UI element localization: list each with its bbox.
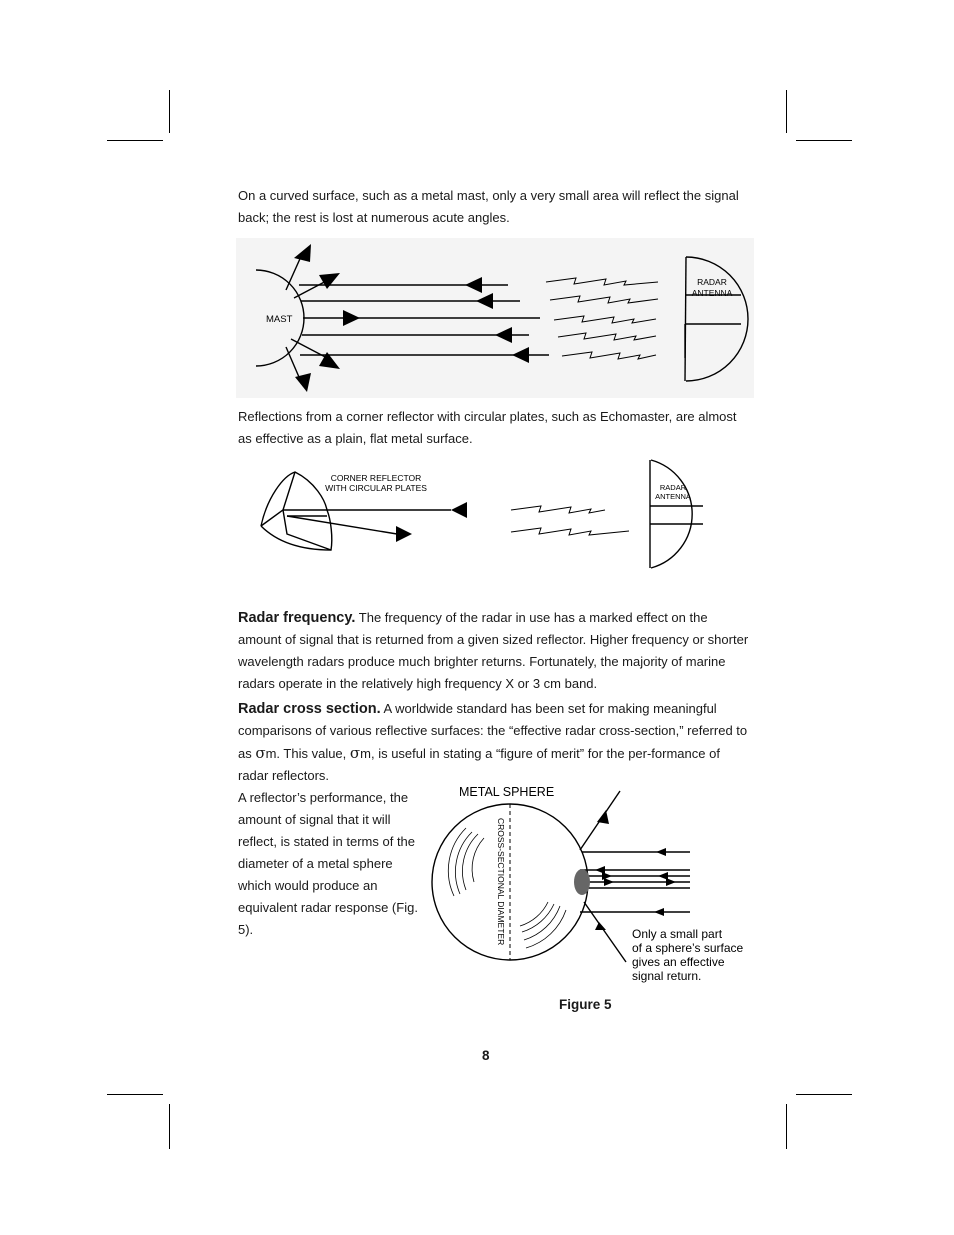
radar-cross-section-heading: Radar cross section. — [238, 701, 381, 717]
crop-mark-bottom-right-vertical — [786, 1104, 787, 1149]
metal-sphere-figure — [428, 780, 768, 990]
reflection-spot — [574, 869, 590, 895]
corner-reflector-paragraph: Reflections from a corner reflector with circular plates, such as Echomaster, are almost as effective as a plain, flat metal surface. — [238, 409, 737, 446]
radar-cross-section-body-part2: m. This value, — [265, 746, 350, 761]
crop-mark-bottom-right-horizontal — [796, 1094, 852, 1095]
crop-mark-top-right-horizontal — [796, 140, 852, 141]
radar-cross-section-body-part1: A worldwide standard has been set for making meaningful comparisons of various reflective surfaces: the “effective radar cross-section,” referred to as — [238, 701, 748, 761]
crop-mark-top-right-vertical — [786, 90, 787, 133]
sphere-note-line2: of a sphere’s surface — [632, 941, 744, 955]
radar-cross-section-paragraph — [238, 698, 750, 787]
radar-frequency-paragraph — [238, 607, 750, 695]
crop-mark-bottom-left-vertical — [169, 1104, 170, 1149]
mast-figure-antenna-label-line1: RADAR — [697, 277, 727, 287]
sigma-symbol: σ — [349, 744, 361, 762]
sphere-note-line4: signal return. — [632, 969, 702, 983]
metal-sphere-title: METAL SPHERE — [459, 785, 555, 799]
radar-frequency-heading: Radar frequency. — [238, 610, 356, 626]
sphere-note-line3: gives an effective — [632, 955, 725, 969]
crop-mark-bottom-left-horizontal — [107, 1094, 163, 1095]
radar-cross-section-body-part3: m, is useful in stating a “figure of merit” for the per-formance of radar reflectors. — [238, 746, 720, 783]
corner-figure-antenna-label-line2: ANTENNA — [655, 492, 691, 501]
corner-reflector-figure — [255, 458, 715, 574]
mast-figure-antenna-label-line2: ANTENNA — [691, 288, 733, 298]
cross-sectional-diameter-label: CROSS-SECTIONAL DIAMETER — [496, 818, 506, 946]
figure-caption: Figure 5 — [559, 997, 612, 1012]
mast-label: MAST — [266, 314, 293, 325]
corner-reflector-label-line2: WITH CIRCULAR PLATES — [325, 483, 427, 493]
radar-frequency-body: The frequency of the radar in use has a marked effect on the amount of signal that is returned from a given sized reflector. Higher frequency or shorter wavelength radars produce much brighter returns. Fortunately, the majority of marine radars operate in the relatively high frequency X or 3 cm band. — [238, 610, 749, 691]
corner-reflector-label-line1: CORNER REFLECTOR — [330, 473, 422, 483]
crop-mark-top-left-horizontal — [107, 140, 163, 141]
crop-mark-top-left-vertical — [169, 90, 170, 133]
page-number: 8 — [482, 1048, 490, 1063]
sphere-note-line1: Only a small part — [632, 927, 723, 941]
sigma-symbol: σ — [255, 744, 266, 762]
reflector-performance-paragraph: A reflector’s performance, the amount of signal that it will reflect, is stated in terms of the diameter of a metal sphere which would produce an equivalent radar response (Fig. 5). — [238, 790, 418, 937]
corner-reflector-diagram — [255, 458, 715, 574]
metal-sphere-diagram — [428, 780, 768, 990]
mast-reflection-diagram — [236, 238, 754, 398]
intro-paragraph: On a curved surface, such as a metal mast, only a very small area will reflect the signal back; the rest is lost at numerous acute angles. — [238, 188, 739, 225]
corner-figure-antenna-label-line1: RADAR — [659, 483, 687, 492]
mast-reflection-figure — [236, 238, 754, 398]
